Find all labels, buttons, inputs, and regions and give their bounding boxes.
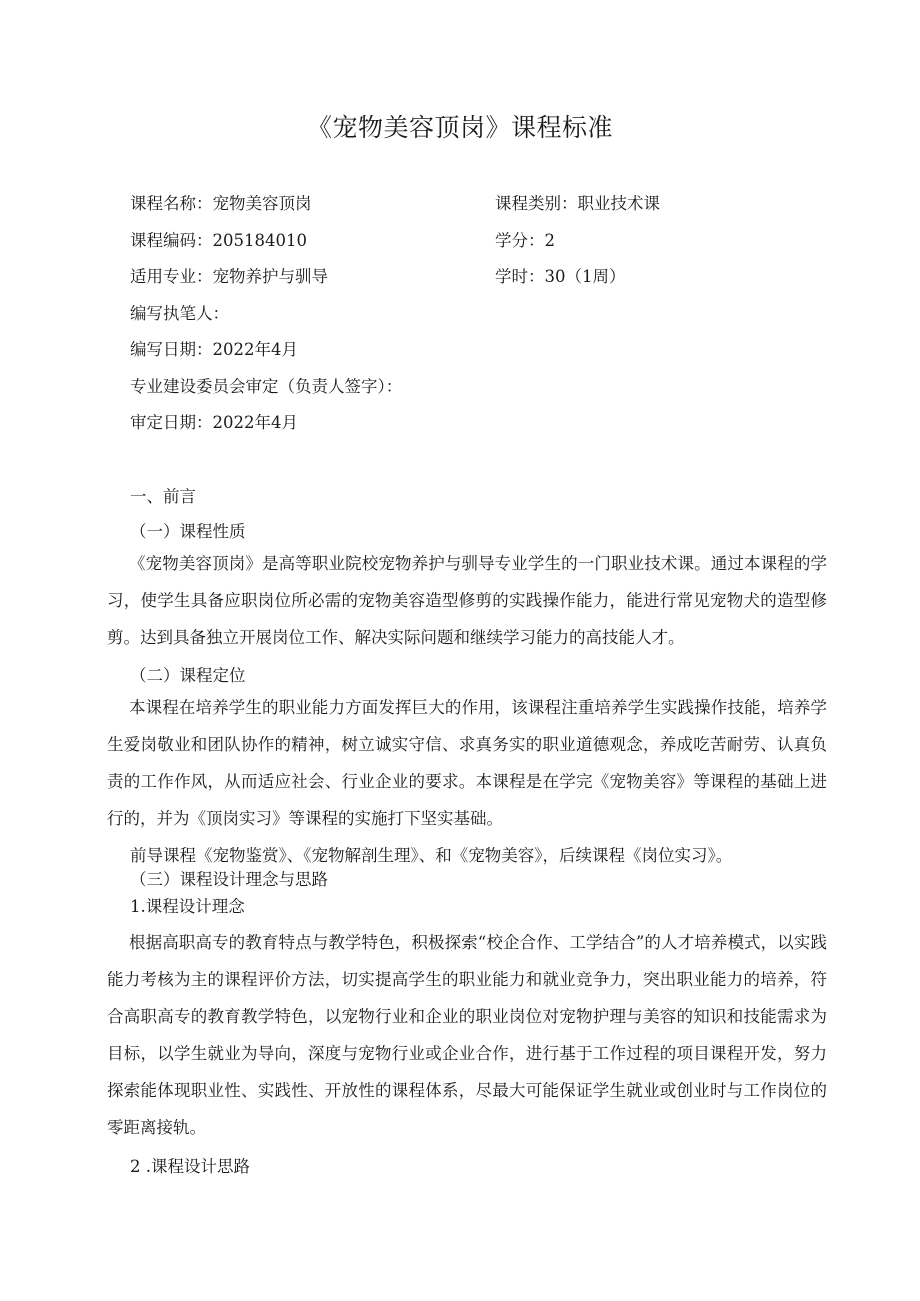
- nature-paragraph: 《宠物美容顶岗》是高等职业院校宠物养护与驯导专业学生的一门职业技术课。通过本课程的学习，使学生具备应职岗位所必需的宠物美容造型修剪的实践操作能力，能进行常见宠物犬的造型修剪。达到具备独立开展岗位工作、解决实际问题和继续学习能力的高技能人才。: [107, 554, 827, 647]
- review-date: 审定日期：2022年4月: [130, 413, 298, 432]
- applicable-major: 适用专业：宠物养护与驯导: [130, 267, 328, 286]
- section-nature-heading: （一）课程性质: [130, 522, 246, 541]
- concept-heading: 1.课程设计理念: [130, 897, 245, 916]
- write-date: 编写日期：2022年4月: [130, 340, 298, 359]
- course-code: 课程编码：205184010: [130, 231, 307, 250]
- section-position-heading: （二）课程定位: [130, 666, 246, 685]
- course-type: 课程类别：职业技术课: [495, 194, 660, 213]
- committee-review: 专业建设委员会审定（负责人签字）：: [130, 377, 403, 396]
- idea-heading: 2 .课程设计思路: [130, 1157, 250, 1176]
- author-line: 编写执笔人：: [130, 304, 229, 323]
- position-paragraph: 本课程在培养学生的职业能力方面发挥巨大的作用，该课程注重培养学生实践操作技能，培养学生爱岗敬业和团队协作的精神，树立诚实守信、求真务实的职业道德观念，养成吃苦耐劳、认真负责的工作作风，从而适应社会、行业企业的要求。本课程是在学完《宠物美容》等课程的基础上进行的，并为《顶岗实习》等课程的实施打下坚实基础。: [107, 698, 827, 828]
- course-name: 课程名称：宠物美容顶岗: [130, 194, 312, 213]
- section-preface-heading: 一、前言: [130, 487, 196, 506]
- course-credits: 学分：2: [495, 231, 555, 250]
- prerequisite-line: 前导课程《宠物鉴赏》、《宠物解剖生理》、和《宠物美容》，后续课程《岗位实习》。: [130, 846, 733, 865]
- section-design-heading: （三）课程设计理念与思路: [130, 870, 328, 889]
- course-hours: 学时：30（1周）: [495, 267, 626, 286]
- concept-paragraph: 根据高职高专的教育特点与教学特色，积极探索“校企合作、工学结合”的人才培养模式，以实践能力考核为主的课程评价方法，切实提高学生的职业能力和就业竞争力，突出职业能力的培养，符合高职高专的教育教学特色，以宠物行业和企业的职业岗位对宠物护理与美容的知识和技能需求为目标，以学生就业为导向，深度与宠物行业或企业合作，进行基于工作过程的项目课程开发，努力探索能体现职业性、实践性、开放性的课程体系，尽最大可能保证学生就业或创业时与工作岗位的零距离接轨。: [107, 933, 827, 1137]
- document-title: 《宠物美容顶岗》课程标准: [306, 113, 613, 142]
